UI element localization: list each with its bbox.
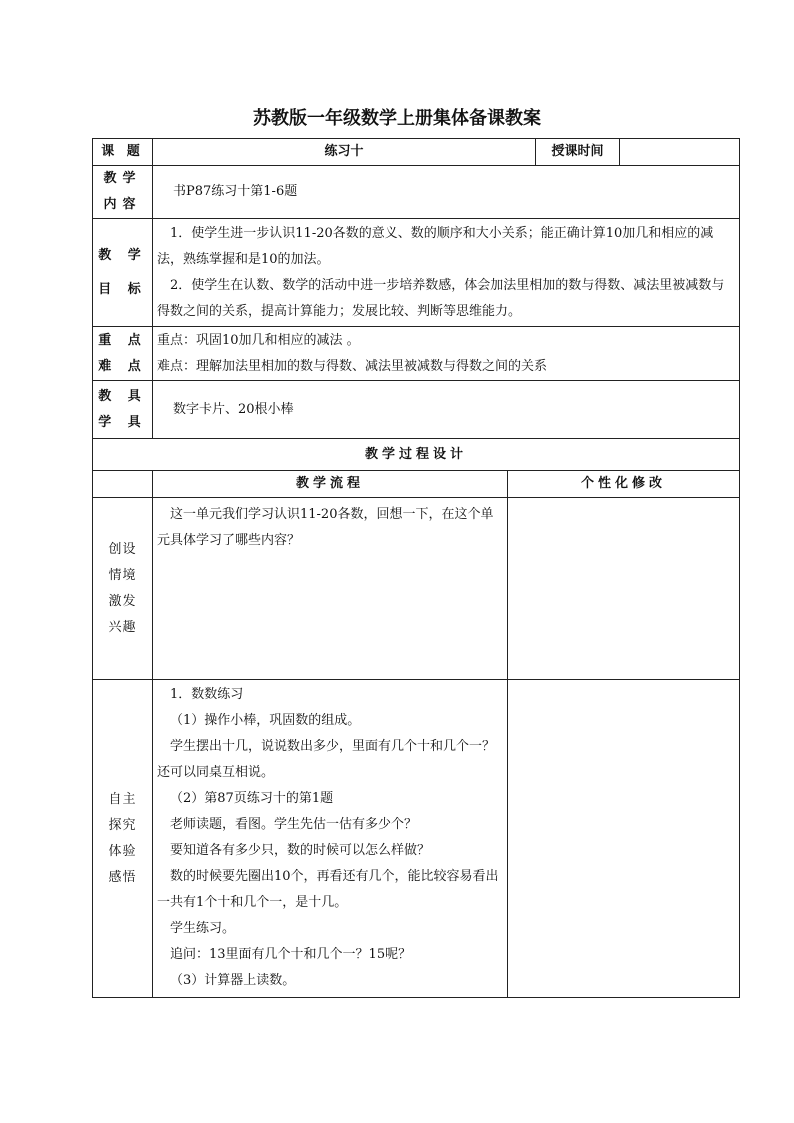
stage2-row [93, 680, 740, 998]
key-points-label-line1: 重 点 [98, 332, 147, 348]
modify-header: 个性化修改 [508, 471, 740, 498]
stage1-text: 这一单元我们学习认识11-20各数，回想一下，在这个单元具体学习了哪些内容？ [157, 507, 494, 548]
time-value[interactable] [620, 139, 740, 166]
stage1-text-cell [153, 498, 508, 680]
stage2-text-cell [153, 680, 508, 998]
stage2-label [93, 680, 153, 998]
stage1-label-4: 兴趣 [108, 619, 137, 635]
key-points-row [93, 327, 740, 381]
key-points-label [93, 327, 153, 381]
goals-label [93, 219, 153, 327]
flow-header: 教学流程 [153, 471, 508, 498]
stage1-label-2: 情境 [108, 567, 137, 583]
tools-label-line1: 教 具 [98, 388, 147, 404]
stage1-row [93, 498, 740, 680]
stage2-line: （2）第87页练习十的第1题 [170, 791, 334, 806]
topic-value: 练习十 [153, 139, 536, 166]
stage2-line: （3）计算器上读数。 [170, 973, 296, 988]
stage1-label-1: 创设 [108, 541, 137, 557]
tools-row [93, 381, 740, 439]
stage2-label-1: 自主 [108, 791, 137, 807]
goal-item-1: 1．使学生进一步认识11-20各数的意义、数的顺序和大小关系；能正确计算10加几和相应的减法，熟练掌握和是10的加法。 [157, 225, 714, 267]
difficult-point: 难点：理解加法里相加的数与得数、减法里被减数与得数之间的关系 [157, 358, 548, 374]
stage2-label-2: 探究 [108, 817, 137, 833]
process-header-row [93, 471, 740, 498]
stage2-line: 要知道各有多少只，数的时候可以怎么样做？ [170, 843, 431, 858]
tools-label-line2: 学 具 [98, 414, 147, 430]
stage2-label-3: 体验 [108, 843, 137, 859]
process-title: 教学过程设计 [93, 439, 740, 471]
stage2-line: 1．数数练习 [170, 687, 244, 702]
goals-label-line2: 目 标 [98, 281, 147, 297]
stage1-label [93, 498, 153, 680]
key-points-text [153, 327, 740, 381]
key-points-label-line2: 难 点 [98, 358, 147, 374]
goals-text [153, 219, 740, 327]
document-title: 苏教版一年级数学上册集体备课教案 [253, 108, 541, 129]
stage1-modify-cell[interactable] [508, 498, 740, 680]
stage2-line: 数的时候要先圈出10个，再看还有几个，能比较容易看出一共有1个十和几个一，是十几。 [157, 869, 499, 910]
content-label-line1: 教学 [103, 171, 142, 186]
content-label-line2: 内容 [103, 197, 142, 212]
content-row [93, 166, 740, 219]
content-text: 书P87练习十第1-6题 [153, 166, 740, 219]
goals-row [93, 219, 740, 327]
stage1-label-3: 激发 [108, 593, 137, 609]
topic-row [93, 139, 740, 166]
goals-label-line1: 教 学 [98, 247, 147, 263]
goal-item-2: 2．使学生在认数、数学的活动中进一步培养数感，体会加法里相加的数与得数、减法里被减数与得数之间的关系，提高计算能力；发展比较、判断等思维能力。 [157, 277, 725, 319]
lesson-plan-table [92, 138, 740, 998]
key-point: 重点：巩固10加几和相应的减法 。 [157, 332, 360, 348]
tools-text: 数字卡片、20根小棒 [153, 381, 740, 439]
stage2-label-4: 感悟 [108, 869, 137, 885]
time-label: 授课时间 [536, 139, 620, 166]
process-title-row [93, 439, 740, 471]
tools-label [93, 381, 153, 439]
stage2-line: 追问：13里面有几个十和几个一？15呢？ [170, 947, 412, 962]
stage2-modify-cell[interactable] [508, 680, 740, 998]
stage2-line: 老师读题，看图。学生先估一估有多少个？ [170, 817, 418, 832]
process-header-blank [93, 471, 153, 498]
stage2-line: （1）操作小棒，巩固数的组成。 [170, 713, 361, 728]
topic-label: 课 题 [93, 139, 153, 166]
stage2-line: 学生练习。 [170, 921, 236, 936]
stage2-line: 学生摆出十几，说说数出多少，里面有几个十和几个一？还可以同桌互相说。 [157, 739, 496, 780]
content-label [93, 166, 153, 219]
